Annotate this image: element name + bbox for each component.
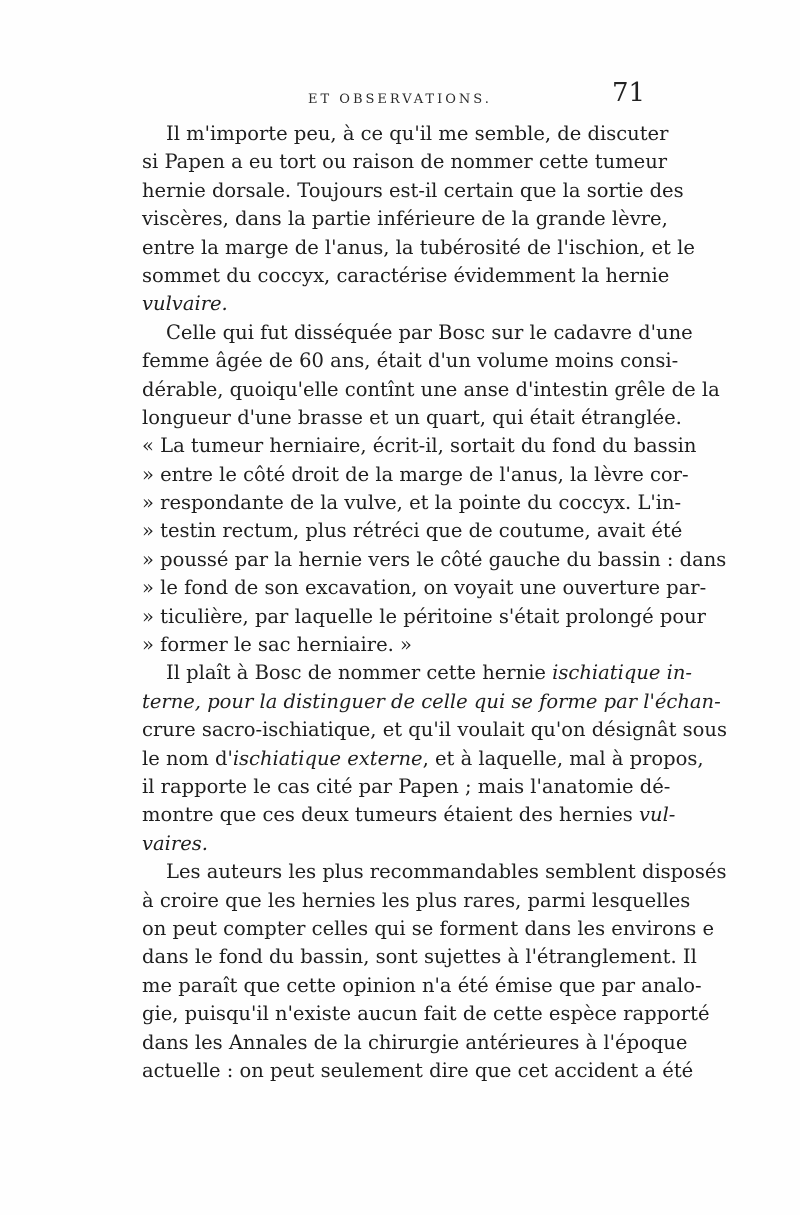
text-span: , et à laquelle, mal à propos,: [422, 746, 704, 770]
text-line: » ticulière, par laquelle le péritoine s'était prolongé pour: [142, 604, 706, 628]
text-line: Les auteurs les plus recommandables semblent disposés: [166, 860, 727, 884]
italic-term: terne, pour la distinguer de celle qui se forme par l'échan-: [142, 689, 721, 713]
text-line: » former le sac herniaire. »: [142, 633, 412, 657]
text-line: sommet du coccyx, caractérise évidemment la hernie: [142, 263, 670, 287]
text-span: le nom d': [142, 746, 233, 770]
text-line: dérable, quoiqu'elle contînt une anse d'intestin grêle de la: [142, 377, 720, 401]
text-line: longueur d'une brasse et un quart, qui était étranglée.: [142, 405, 682, 429]
text-line: crure sacro-ischiatique, et qu'il voulait qu'on désignât sous: [142, 718, 727, 742]
italic-term: ischiatique externe: [232, 746, 423, 770]
italic-term: ischiatique in-: [552, 661, 692, 685]
text-line: » le fond de son excavation, on voyait une ouverture par-: [142, 576, 707, 600]
text-line: » poussé par la hernie vers le côté gauche du bassin : dans: [142, 547, 727, 571]
text-line: viscères, dans la partie inférieure de la grande lèvre,: [142, 207, 668, 231]
text-line: à croire que les hernies les plus rares, parmi lesquelles: [142, 888, 691, 912]
text-line: dans les Annales de la chirurgie antérieures à l'époque: [142, 1030, 688, 1054]
text-line: si Papen a eu tort ou raison de nommer cette tumeur: [142, 150, 668, 174]
text-span: Il plaît à Bosc de nommer cette hernie: [166, 661, 546, 685]
text-line: on peut compter celles qui se forment dans les environs e: [142, 916, 715, 940]
text-line: » testin rectum, plus rétréci que de coutume, avait été: [142, 519, 683, 543]
text-line: actuelle : on peut seulement dire que cet accident a été: [142, 1058, 694, 1082]
page-body: [142, 120, 727, 1085]
text-line: Celle qui fut disséquée par Bosc sur le cadavre d'une: [166, 320, 693, 344]
text-line: » respondante de la vulve, et la pointe du coccyx. L'in-: [142, 491, 682, 515]
text-line: entre la marge de l'anus, la tubérosité de l'ischion, et le: [142, 235, 695, 259]
text-line: hernie dorsale. Toujours est-il certain que la sortie des: [142, 178, 684, 202]
text-line: [142, 659, 692, 687]
italic-term: vul-: [639, 803, 676, 827]
text-span: montre que ces deux tumeurs étaient des hernies: [142, 803, 633, 827]
text-line: » entre le côté droit de la marge de l'anus, la lèvre cor-: [142, 462, 689, 486]
running-title: ET OBSERVATIONS.: [308, 92, 492, 107]
text-line: me paraît que cette opinion n'a été émise que par analo-: [142, 973, 702, 997]
text-line: [142, 688, 721, 716]
text-line: femme âgée de 60 ans, était d'un volume moins consi-: [142, 349, 679, 373]
text-line: [142, 801, 676, 829]
text-line: Il m'importe peu, à ce qu'il me semble, de discuter: [166, 122, 669, 145]
text-line: vaires.: [142, 831, 208, 855]
text-line: « La tumeur herniaire, écrit-il, sortait du fond du bassin: [142, 434, 697, 458]
text-line: dans le fond du bassin, sont sujettes à l'étranglement. Il: [142, 945, 697, 969]
page-number: 71: [612, 78, 646, 108]
text-line: [142, 745, 704, 773]
text-line: vulvaire.: [142, 292, 228, 316]
text-line: il rapporte le cas cité par Papen ; mais l'anatomie dé-: [142, 774, 671, 798]
text-line: gie, puisqu'il n'existe aucun fait de cette espèce rapporté: [142, 1002, 710, 1026]
